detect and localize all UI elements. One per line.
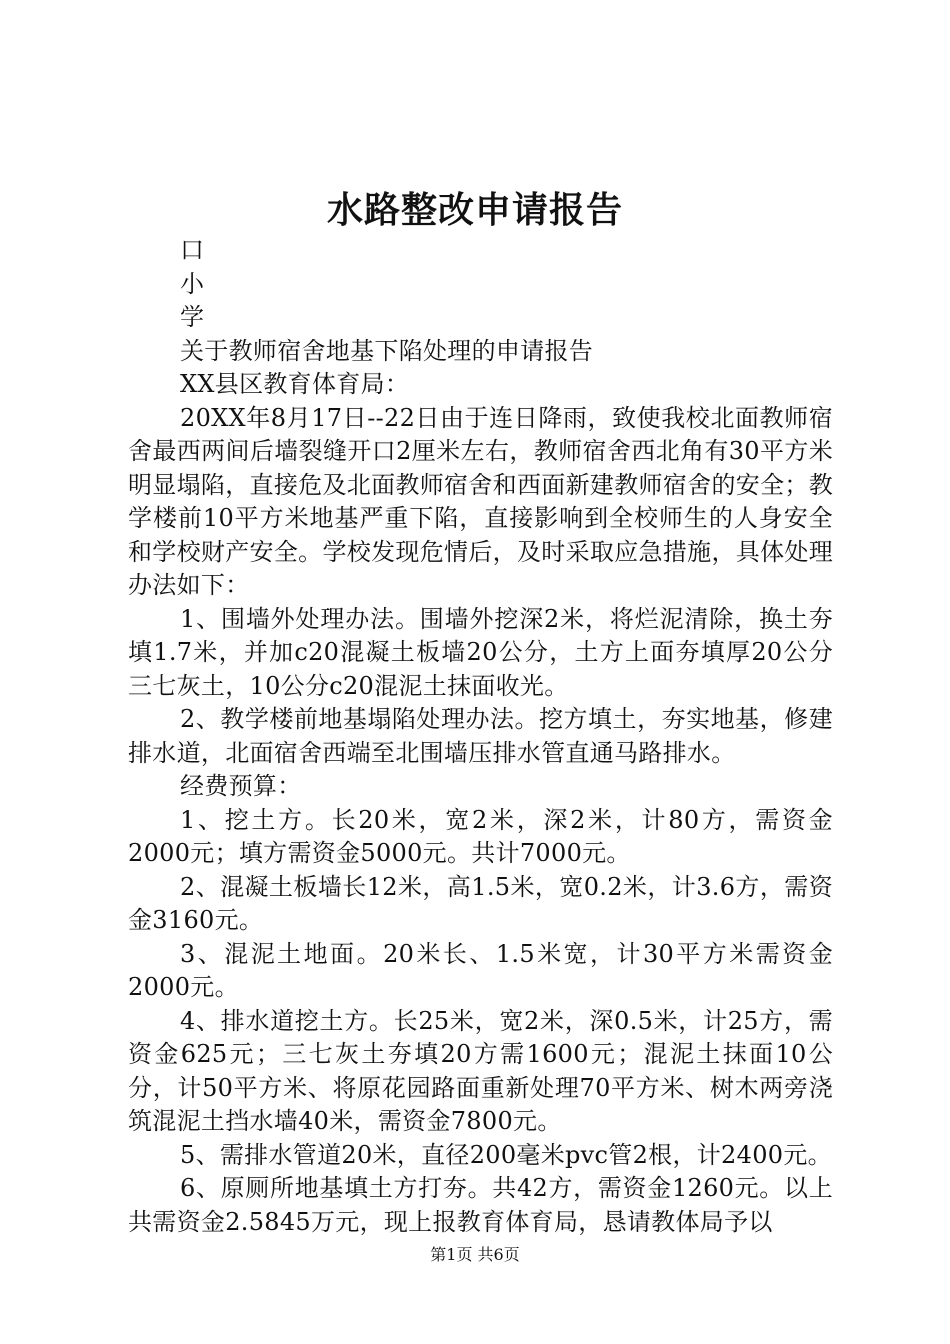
document-title: 水路整改申请报告: [326, 189, 623, 231]
budget-item: 2、混凝土板墙长12米，高1.5米，宽0.2米，计3.6方，需资金3160元。: [128, 872, 833, 934]
budget-item: 1、挖土方。长20米，宽2米，深2米，计80方，需资金2000元；填方需资金5000元。共计7000元。: [128, 805, 833, 867]
budget-item: 4、排水道挖土方。长25米，宽2米，深0.5米，计25方，需资金625元；三七灰土夯填20方需1600元；混泥土抹面10公分，计50平方米、将原花园路面重新处理70平方米、树木两旁浇筑混泥土挡水墙40米，需资金7800元。: [128, 1006, 833, 1135]
page-footer: 第1页 共6页: [430, 1245, 520, 1264]
body-paragraph: 2、教学楼前地基塌陷处理办法。挖方填土，夯实地基，修建排水道，北面宿舍西端至北围墙压排水管直通马路排水。: [128, 705, 833, 767]
subject-line: 关于教师宿舍地基下陷处理的申请报告: [180, 336, 594, 365]
header-line: 口: [180, 236, 205, 264]
body-paragraph: 20XX年8月17日--22日由于连日降雨，致使我校北面教师宿舍最西两间后墙裂缝开口2厘米左右，教师宿舍西北角有30平方米明显塌陷，直接危及北面教师宿舍和西面新建教师宿舍的安全；教学楼前10平方米地基严重下陷，直接影响到全校师生的人身安全和学校财产安全。学校发现危情后，及时采取应急措施，具体处理办法如下：: [128, 403, 833, 599]
budget-item: 3、混泥土地面。20米长、1.5米宽，计30平方米需资金2000元。: [128, 939, 833, 1001]
budget-item: 6、原厕所地基填土方打夯。共42方，需资金1260元。以上共需资金2.5845万元，现上报教育体育局，恳请教体局予以: [128, 1174, 833, 1236]
header-line: 小: [180, 269, 205, 298]
body-paragraph: 1、围墙外处理办法。围墙外挖深2米，将烂泥清除，换土夯填1.7米，并加c20混凝土板墙20公分，土方上面夯填厚20公分三七灰土，10公分c20混泥土抹面收光。: [128, 604, 833, 700]
recipient-line: XX县区教育体育局：: [180, 370, 410, 398]
document-body: [128, 234, 833, 1239]
header-line: 学: [180, 303, 205, 331]
budget-item: 5、需排水管道20米，直径200毫米pvc管2根，计2400元。: [180, 1140, 832, 1169]
budget-heading: 经费预算：: [180, 772, 302, 800]
